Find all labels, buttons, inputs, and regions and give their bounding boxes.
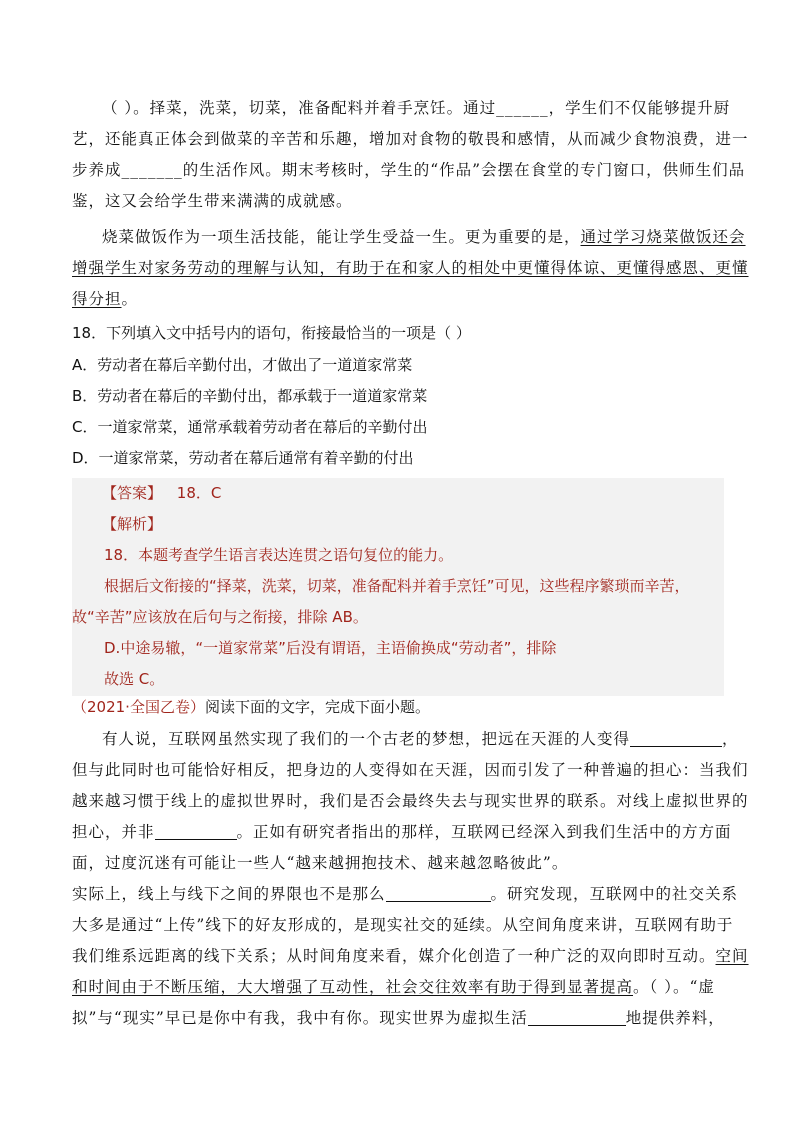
passage2-line1-end: ， [722,730,739,748]
answer-value: 18．C [176,484,222,502]
question18-option-b: B．劳动者在幕后的辛勤付出，都承载于一道道家常菜 [72,387,428,405]
passage1-line5-underlined: 通过学习烧菜做饭还会 [580,228,746,246]
passage2-line6 [72,879,739,910]
analysis-line-4: D.中途易辙，“一道家常菜”后没有谓语，主语偷换成“劳动者”，排除 [104,639,557,657]
analysis-line-1: 18．本题考查学生语言表达连贯之语句复位的能力。 [104,546,454,564]
question18-option-a: A．劳动者在幕后辛勤付出，才做出了一道道家常菜 [72,356,413,374]
passage2-line9-underlined: 和时间由于不断压缩，大大增强了互动性，社会交往效率有助于得到显著提高 [72,978,634,996]
passage1-line3: 步养成_______的生活作风。期末考核时，学生的“作品”会摆在食堂的专门窗口，供师生们品 [72,161,746,179]
passage1-line1: （ ）。择菜，洗菜，切菜，准备配料并着手烹饪。通过______，学生们不仅能够提升厨 [102,99,731,117]
passage2-line3: 越来越习惯于线上的虚拟世界时，我们是否会最终失去与现实世界的联系。对线上虚拟世界的 [72,792,749,810]
question18-option-c: C．一道家常菜，通常承载着劳动者在幕后的辛勤付出 [72,418,428,436]
passage2-line8-text: 我们维系远距离的线下关系；从时间角度来看，媒介化创造了一种广泛的双向即时互动。 [72,947,716,965]
question18-stem: 18．下列填入文中括号内的语句，衔接最恰当的一项是（ ） [72,324,471,342]
passage2-line8 [72,941,749,972]
passage2-line9 [72,972,724,1003]
fill-blank-3[interactable] [386,886,491,903]
passage1-line6: 增强学生对家务劳动的理解与认知，有助于在和家人的相处中更懂得体谅、更懂得感恩、更懂 [72,259,749,277]
fill-blank-4[interactable] [528,1010,626,1027]
passage2-line4-text: 担心，并非 [72,823,155,841]
analysis-line-3: 故“辛苦”应该放在后句与之衔接，排除 AB。 [72,608,368,626]
passage2-line8-underlined: 空间 [715,947,749,965]
passage2-source: （2021·全国乙卷） [72,698,205,716]
passage2-line6-rest: 。研究发现，互联网中的社交关系 [490,885,739,903]
analysis-label: 【解析】 [102,515,163,533]
passage1-line5 [72,222,746,253]
passage2-intro: 阅读下面的文字，完成下面小题。 [204,698,430,716]
passage1-line7-underlined: 得分担 [72,290,122,308]
passage2-line1 [72,724,739,755]
answer-label: 【答案】 [102,484,163,502]
passage2-line6-text: 实际上，线上与线下之间的界限也不是那么 [72,885,386,903]
passage2-line4-rest: 。正如有研究者指出的那样，互联网已经深入到我们生活中的方方面 [236,823,732,841]
analysis-line-5: 故选 C。 [104,670,165,688]
passage2-line1-text: 有人说，互联网虽然实现了我们的一个古老的梦想，把远在天涯的人变得 [102,730,631,748]
passage2-line10-text: 拟”与“现实”早已是你中有我，我中有你。现实世界为虚拟生活 [72,1009,528,1027]
passage2-line5: 面，过度沉迷有可能让一些人“越来越拥抱技术、越来越忽略彼此”。 [72,854,569,872]
question18-option-d: D．一道家常菜，劳动者在幕后通常有着辛勤的付出 [72,449,414,467]
passage2-line4 [72,817,732,848]
passage1-line2: 艺，还能真正体会到做菜的辛苦和乐趣，增加对食物的敬畏和感情，从而减少食物浪费，进一 [72,130,749,148]
passage2-line2: 但与此同时也可能恰好相反，把身边的人变得如在天涯，因而引发了一种普遍的担心：当我们 [72,761,749,779]
fill-blank-2[interactable] [155,824,237,841]
passage2-heading [72,692,724,723]
passage1-line4: 鉴，这又会给学生带来满满的成就感。 [72,192,353,210]
answer-line [72,478,724,509]
passage2-line10-rest: 地提供养料， [625,1009,725,1027]
passage2-line10 [72,1003,724,1034]
passage1-line7 [72,284,724,315]
passage1-line7-end: 。 [121,290,139,308]
analysis-line-2: 根据后文衔接的“择菜，洗菜，切菜，准备配料并着手烹饪”可见，这些程序繁琐而辛苦， [104,577,690,595]
passage2-line9-end: 。（ ）。“虚 [633,978,715,996]
passage1-line5-text: 烧菜做饭作为一项生活技能，能让学生受益一生。更为重要的是， [102,228,581,246]
fill-blank-1[interactable] [630,731,722,748]
passage2-line7: 大多是通过“上传”线下的好友形成的，是现实社交的延续。从空间角度来讲，互联网有助于 [72,916,734,934]
